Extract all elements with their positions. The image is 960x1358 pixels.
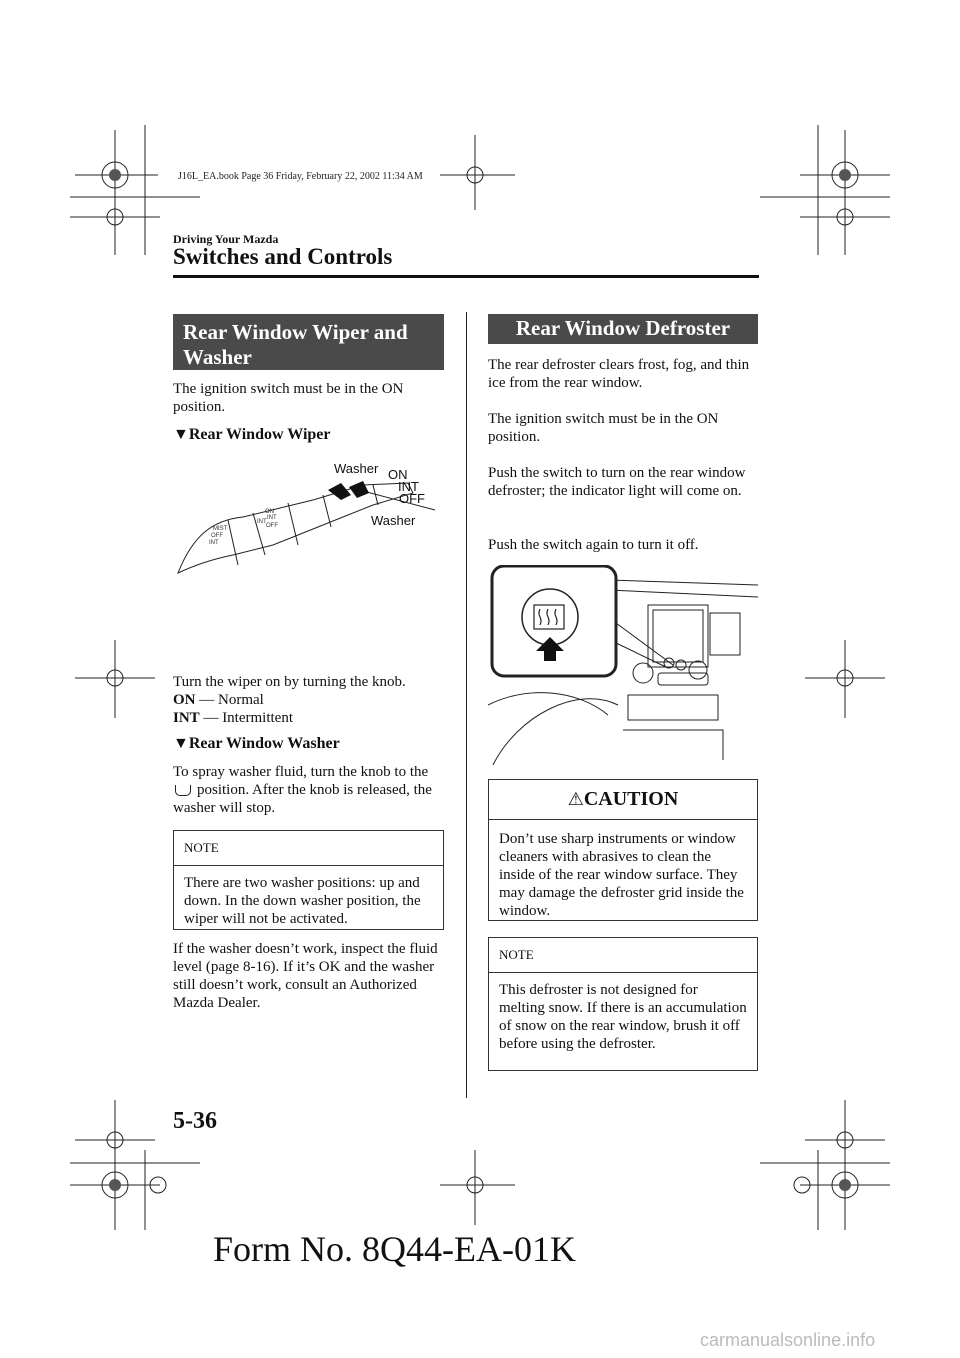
- defroster-button-icon: [534, 605, 564, 629]
- on-term: ON: [173, 692, 196, 708]
- warning-triangle-icon: ⚠: [567, 789, 584, 809]
- wiper-washer-banner: Rear Window Wiper and Washer: [173, 314, 444, 370]
- defroster-figure: [488, 565, 760, 765]
- note-title: NOTE: [174, 831, 443, 866]
- int-term: INT: [173, 710, 200, 726]
- wiper-heading: [173, 426, 331, 444]
- caution-title: CAUTION: [583, 788, 679, 810]
- wiper-note-box: [173, 830, 444, 930]
- svg-text:INT: INT: [257, 519, 267, 525]
- svg-text:ON: ON: [265, 509, 274, 515]
- int-line: [173, 709, 293, 727]
- svg-text:OFF: OFF: [211, 533, 223, 539]
- off-label: OFF: [399, 491, 425, 506]
- caution-box: [488, 779, 758, 921]
- svg-text:OFF: OFF: [266, 523, 278, 529]
- section-label: Driving Your Mazda: [173, 232, 279, 246]
- defroster-p1: The rear defroster clears frost, fog, and thin ice from the rear window.: [488, 357, 750, 391]
- page-title: Switches and Controls: [173, 244, 393, 269]
- wiper-stalk-illustration: [173, 455, 444, 585]
- defroster-p3: Push the switch to turn on the rear window defroster; the indicator light will come on.: [488, 465, 746, 499]
- title-rule: [173, 275, 759, 278]
- column-divider: [466, 312, 467, 1098]
- washer-text-2: position. After the knob is released, the: [173, 781, 448, 799]
- svg-text:MIST: MIST: [213, 526, 228, 532]
- note-body: This defroster is not designed for melting snow. If there is an accumulation of snow on the rear window, brush it off before using the defroster.: [499, 982, 747, 1052]
- washer-symbol-icon: [175, 785, 191, 796]
- wiper-heading-text: Rear Window Wiper: [188, 426, 331, 443]
- defroster-note-box: [488, 937, 758, 1071]
- defroster-p4: Push the switch again to turn it off.: [488, 537, 699, 553]
- int-label: INT: [398, 479, 419, 494]
- on-desc: — Normal: [195, 692, 264, 708]
- on-line: [173, 691, 264, 709]
- wiper-text: Turn the wiper on by turning the knob.: [173, 674, 406, 690]
- svg-text:INT: INT: [267, 515, 277, 521]
- watermark: carmanualsonline.info: [700, 1330, 876, 1350]
- on-label: ON: [388, 467, 408, 482]
- book-info: J16L_EA.book Page 36 Friday, February 22, 2002 11:34 AM: [178, 171, 423, 182]
- triangle-bullet-icon: ▼: [173, 426, 189, 443]
- dashboard-illustration: [488, 565, 760, 765]
- note-body: There are two washer positions: up and down. In the down washer position, the wiper will not be activated.: [184, 875, 421, 927]
- caution-header: [489, 780, 757, 820]
- wiper-intro: The ignition switch must be in the ON position.: [173, 381, 404, 415]
- form-number: Form No. 8Q44-EA-01K: [213, 1229, 576, 1269]
- washer-fail-text: If the washer doesn’t work, inspect the fluid level (page 8-16). If it’s OK and the washer still doesn’t work, consult an Authorized Mazda Dealer.: [173, 941, 438, 1011]
- note-title: NOTE: [489, 938, 757, 973]
- wiper-figure: [173, 455, 444, 585]
- int-desc: — Intermittent: [199, 710, 293, 726]
- washer-top-label: Washer: [334, 461, 379, 476]
- washer-bottom-label: Washer: [371, 513, 416, 528]
- defroster-p2: The ignition switch must be in the ON position.: [488, 411, 719, 445]
- washer-heading-text: Rear Window Washer: [188, 735, 340, 752]
- caution-body: Don’t use sharp instruments or window cleaners with abrasives to clean the inside of the rear window surface. They may damage the defroster grid inside the window.: [499, 831, 744, 919]
- washer-text-1: To spray washer fluid, turn the knob to the: [173, 764, 429, 780]
- triangle-bullet-icon: ▼: [173, 735, 189, 752]
- washer-heading: [173, 735, 340, 753]
- page-number: 5-36: [173, 1108, 217, 1134]
- washer-text-3: washer will stop.: [173, 800, 276, 816]
- svg-text:INT: INT: [209, 540, 219, 546]
- defroster-banner: Rear Window Defroster: [488, 314, 758, 344]
